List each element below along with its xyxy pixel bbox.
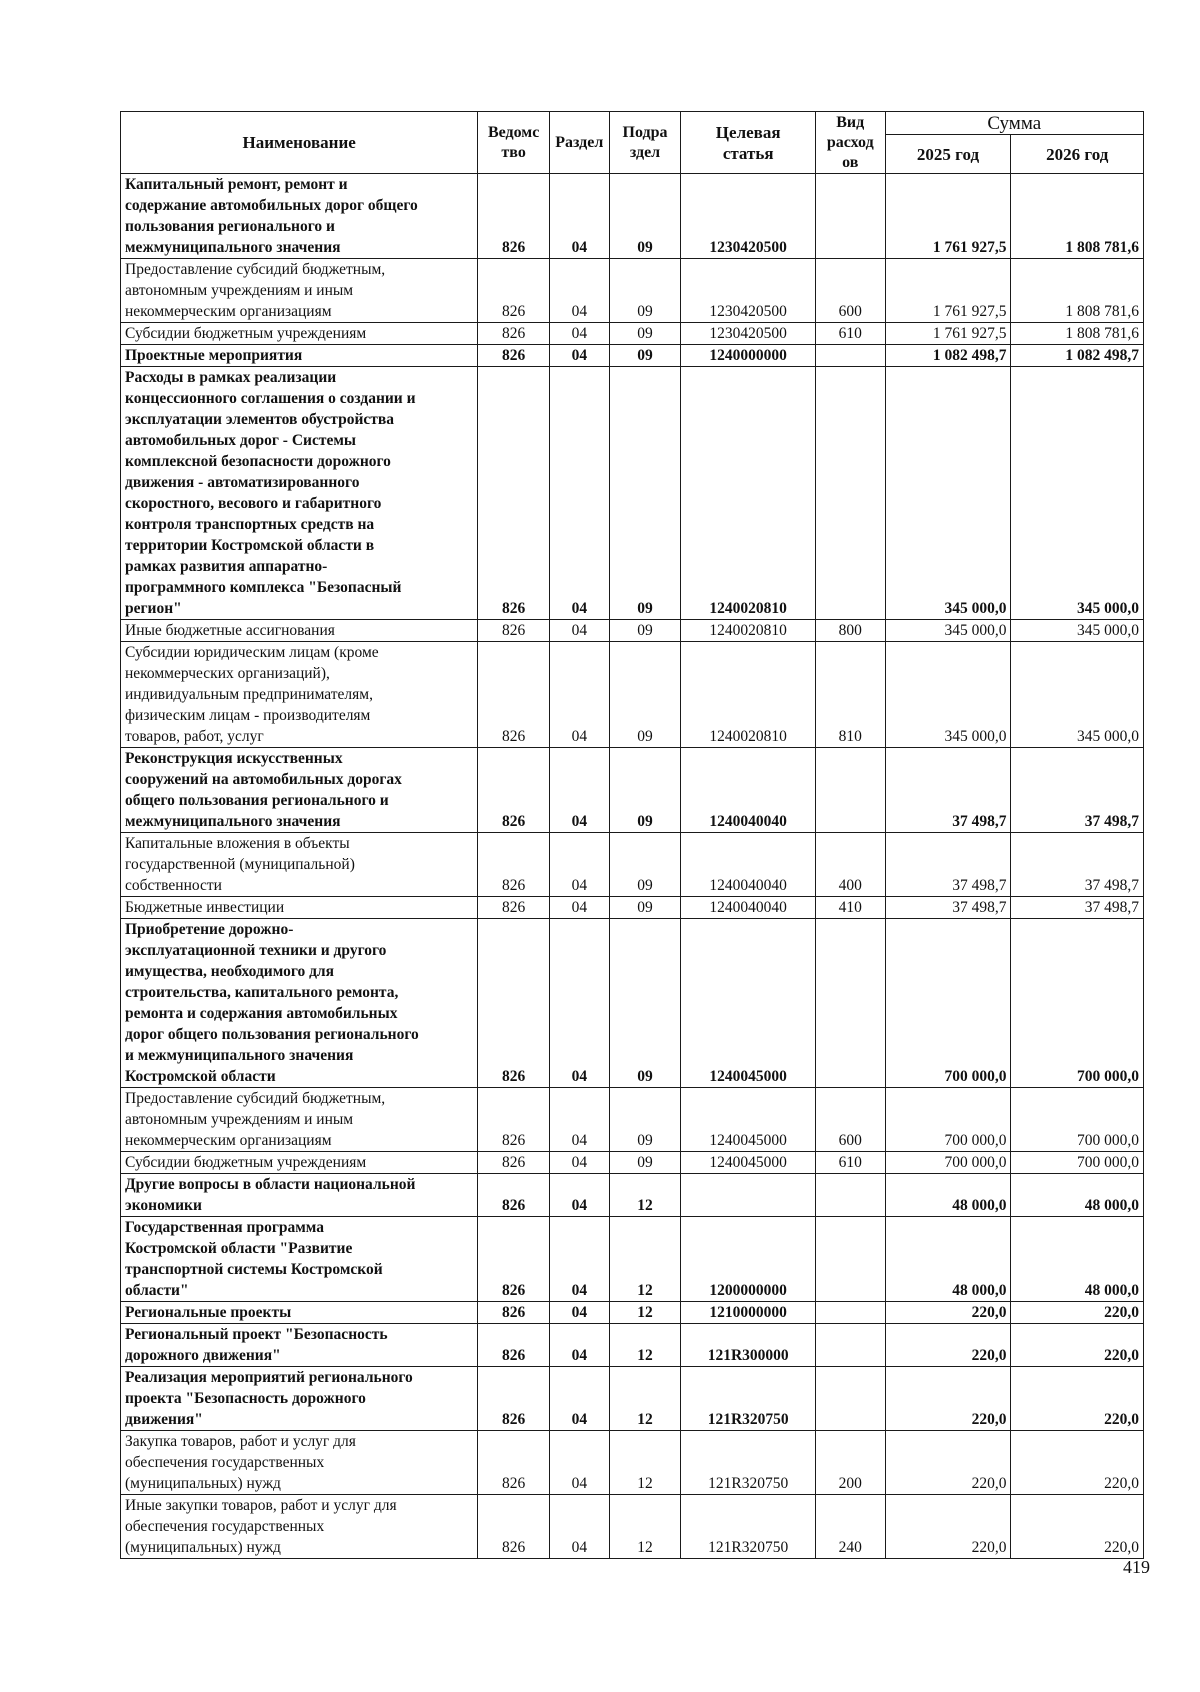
header-vedomstvo: Ведомс тво xyxy=(478,112,550,174)
table-row xyxy=(121,642,1144,748)
cell-tselevaya-statya: 121R320750 xyxy=(681,1431,816,1495)
cell-tselevaya-statya: 1200000000 xyxy=(681,1217,816,1302)
cell-sum-2026: 48 000,0 xyxy=(1011,1174,1144,1217)
cell-podrazdel: 09 xyxy=(609,259,681,323)
cell-vid-raskhodov xyxy=(816,345,886,367)
cell-name: Капитальные вложения в объекты государственной (муниципальной) собственности xyxy=(121,833,478,897)
table-row xyxy=(121,919,1144,1088)
cell-vid-raskhodov xyxy=(816,748,886,833)
table-row xyxy=(121,367,1144,620)
cell-name: Иные бюджетные ассигнования xyxy=(121,620,478,642)
table-row xyxy=(121,1367,1144,1431)
table-row xyxy=(121,1302,1144,1324)
cell-name: Субсидии юридическим лицам (кроме некоммерческих организаций), индивидуальным предпринимателям, физическим лицам - производителям товаров, работ, услуг xyxy=(121,642,478,748)
cell-vedomstvo: 826 xyxy=(478,1152,550,1174)
header-tselevaya-statya: Целевая статья xyxy=(681,112,816,174)
header-year-2025: 2025 год xyxy=(885,135,1011,174)
cell-name: Реализация мероприятий регионального проекта "Безопасность дорожного движения" xyxy=(121,1367,478,1431)
cell-vedomstvo: 826 xyxy=(478,833,550,897)
cell-tselevaya-statya xyxy=(681,1174,816,1217)
cell-sum-2026: 700 000,0 xyxy=(1011,1088,1144,1152)
cell-vedomstvo: 826 xyxy=(478,620,550,642)
cell-tselevaya-statya: 1240045000 xyxy=(681,919,816,1088)
cell-vedomstvo: 826 xyxy=(478,1367,550,1431)
cell-tselevaya-statya: 1240045000 xyxy=(681,1088,816,1152)
cell-tselevaya-statya: 1240020810 xyxy=(681,367,816,620)
table-row xyxy=(121,748,1144,833)
header-vid-raskhodov: Вид расход ов xyxy=(816,112,886,174)
cell-vid-raskhodov: 240 xyxy=(816,1495,886,1559)
cell-razdel: 04 xyxy=(549,1324,609,1367)
cell-sum-2026: 700 000,0 xyxy=(1011,1152,1144,1174)
header-name: Наименование xyxy=(121,112,478,174)
page-number: 419 xyxy=(1123,1557,1150,1577)
cell-tselevaya-statya: 1240040040 xyxy=(681,897,816,919)
cell-tselevaya-statya: 1240040040 xyxy=(681,833,816,897)
cell-name: Региональный проект "Безопасность дорожного движения" xyxy=(121,1324,478,1367)
cell-sum-2026: 220,0 xyxy=(1011,1367,1144,1431)
cell-vedomstvo: 826 xyxy=(478,1302,550,1324)
cell-name: Проектные мероприятия xyxy=(121,345,478,367)
cell-vedomstvo: 826 xyxy=(478,897,550,919)
cell-tselevaya-statya: 1230420500 xyxy=(681,174,816,259)
cell-razdel: 04 xyxy=(549,620,609,642)
cell-vid-raskhodov: 600 xyxy=(816,259,886,323)
cell-sum-2026: 220,0 xyxy=(1011,1324,1144,1367)
cell-vedomstvo: 826 xyxy=(478,1495,550,1559)
cell-razdel: 04 xyxy=(549,345,609,367)
cell-sum-2026: 37 498,7 xyxy=(1011,748,1144,833)
cell-sum-2026: 345 000,0 xyxy=(1011,367,1144,620)
cell-vedomstvo: 826 xyxy=(478,367,550,620)
cell-vedomstvo: 826 xyxy=(478,1431,550,1495)
cell-sum-2025: 1 761 927,5 xyxy=(885,174,1011,259)
header-razdel: Раздел xyxy=(549,112,609,174)
cell-name: Бюджетные инвестиции xyxy=(121,897,478,919)
cell-vedomstvo: 826 xyxy=(478,323,550,345)
cell-razdel: 04 xyxy=(549,748,609,833)
cell-razdel: 04 xyxy=(549,919,609,1088)
cell-sum-2025: 700 000,0 xyxy=(885,1152,1011,1174)
cell-vid-raskhodov: 410 xyxy=(816,897,886,919)
table-row xyxy=(121,1217,1144,1302)
cell-tselevaya-statya: 1230420500 xyxy=(681,323,816,345)
cell-vedomstvo: 826 xyxy=(478,642,550,748)
cell-name: Другие вопросы в области национальной экономики xyxy=(121,1174,478,1217)
cell-podrazdel: 12 xyxy=(609,1217,681,1302)
cell-tselevaya-statya: 121R300000 xyxy=(681,1324,816,1367)
cell-sum-2026: 345 000,0 xyxy=(1011,620,1144,642)
table-row xyxy=(121,174,1144,259)
cell-podrazdel: 09 xyxy=(609,345,681,367)
cell-tselevaya-statya: 1240000000 xyxy=(681,345,816,367)
cell-razdel: 04 xyxy=(549,1367,609,1431)
cell-sum-2025: 220,0 xyxy=(885,1431,1011,1495)
cell-sum-2025: 48 000,0 xyxy=(885,1174,1011,1217)
table-row xyxy=(121,620,1144,642)
header-summa: Сумма xyxy=(885,112,1144,135)
cell-vedomstvo: 826 xyxy=(478,1088,550,1152)
cell-vid-raskhodov: 610 xyxy=(816,323,886,345)
cell-razdel: 04 xyxy=(549,1152,609,1174)
cell-vid-raskhodov xyxy=(816,919,886,1088)
cell-razdel: 04 xyxy=(549,1302,609,1324)
cell-sum-2026: 345 000,0 xyxy=(1011,642,1144,748)
table-row xyxy=(121,1088,1144,1152)
cell-sum-2026: 1 808 781,6 xyxy=(1011,259,1144,323)
cell-vid-raskhodov: 810 xyxy=(816,642,886,748)
cell-name: Реконструкция искусственных сооружений на автомобильных дорогах общего пользования регионального и межмуниципального значения xyxy=(121,748,478,833)
cell-razdel: 04 xyxy=(549,259,609,323)
cell-sum-2026: 220,0 xyxy=(1011,1431,1144,1495)
cell-vid-raskhodov xyxy=(816,1174,886,1217)
cell-vid-raskhodov xyxy=(816,174,886,259)
cell-podrazdel: 12 xyxy=(609,1174,681,1217)
table-row xyxy=(121,1174,1144,1217)
table-body xyxy=(121,174,1144,1559)
cell-razdel: 04 xyxy=(549,1495,609,1559)
cell-name: Капитальный ремонт, ремонт и содержание автомобильных дорог общего пользования регионального и межмуниципального значения xyxy=(121,174,478,259)
cell-sum-2025: 220,0 xyxy=(885,1495,1011,1559)
cell-sum-2026: 1 082 498,7 xyxy=(1011,345,1144,367)
cell-sum-2026: 700 000,0 xyxy=(1011,919,1144,1088)
table-row xyxy=(121,1495,1144,1559)
cell-razdel: 04 xyxy=(549,1217,609,1302)
cell-tselevaya-statya: 1240040040 xyxy=(681,748,816,833)
cell-vid-raskhodov: 600 xyxy=(816,1088,886,1152)
cell-name: Субсидии бюджетным учреждениям xyxy=(121,1152,478,1174)
cell-razdel: 04 xyxy=(549,1174,609,1217)
cell-vid-raskhodov: 400 xyxy=(816,833,886,897)
cell-podrazdel: 09 xyxy=(609,897,681,919)
cell-tselevaya-statya: 1240020810 xyxy=(681,642,816,748)
cell-podrazdel: 12 xyxy=(609,1367,681,1431)
cell-vedomstvo: 826 xyxy=(478,919,550,1088)
cell-podrazdel: 09 xyxy=(609,174,681,259)
cell-podrazdel: 09 xyxy=(609,367,681,620)
cell-podrazdel: 09 xyxy=(609,1152,681,1174)
cell-sum-2025: 37 498,7 xyxy=(885,897,1011,919)
cell-sum-2025: 37 498,7 xyxy=(885,833,1011,897)
cell-sum-2026: 37 498,7 xyxy=(1011,897,1144,919)
cell-name: Приобретение дорожно- эксплуатационной техники и другого имущества, необходимого для строительства, капитального ремонта, ремонта и содержания автомобильных дорог общего пользования регионального и межмуниципального значения Костромской области xyxy=(121,919,478,1088)
cell-vedomstvo: 826 xyxy=(478,345,550,367)
cell-podrazdel: 12 xyxy=(609,1302,681,1324)
cell-razdel: 04 xyxy=(549,897,609,919)
cell-sum-2025: 1 761 927,5 xyxy=(885,259,1011,323)
cell-sum-2025: 700 000,0 xyxy=(885,919,1011,1088)
cell-razdel: 04 xyxy=(549,174,609,259)
cell-sum-2025: 220,0 xyxy=(885,1367,1011,1431)
cell-name: Государственная программа Костромской области "Развитие транспортной системы Костромской области" xyxy=(121,1217,478,1302)
cell-vid-raskhodov xyxy=(816,1367,886,1431)
cell-tselevaya-statya: 1240045000 xyxy=(681,1152,816,1174)
cell-tselevaya-statya: 1210000000 xyxy=(681,1302,816,1324)
cell-podrazdel: 12 xyxy=(609,1324,681,1367)
cell-name: Иные закупки товаров, работ и услуг для обеспечения государственных (муниципальных) нужд xyxy=(121,1495,478,1559)
cell-vid-raskhodov xyxy=(816,1217,886,1302)
cell-podrazdel: 09 xyxy=(609,748,681,833)
cell-sum-2026: 1 808 781,6 xyxy=(1011,174,1144,259)
cell-vedomstvo: 826 xyxy=(478,1324,550,1367)
cell-vedomstvo: 826 xyxy=(478,1217,550,1302)
table-row xyxy=(121,1324,1144,1367)
cell-vedomstvo: 826 xyxy=(478,174,550,259)
cell-razdel: 04 xyxy=(549,642,609,748)
cell-razdel: 04 xyxy=(549,367,609,620)
cell-vedomstvo: 826 xyxy=(478,748,550,833)
table-row xyxy=(121,259,1144,323)
cell-vid-raskhodov: 610 xyxy=(816,1152,886,1174)
budget-table xyxy=(120,111,1144,1559)
cell-podrazdel: 12 xyxy=(609,1495,681,1559)
cell-tselevaya-statya: 121R320750 xyxy=(681,1495,816,1559)
cell-podrazdel: 09 xyxy=(609,642,681,748)
header-year-2026: 2026 год xyxy=(1011,135,1144,174)
table-row xyxy=(121,897,1144,919)
cell-podrazdel: 09 xyxy=(609,919,681,1088)
cell-sum-2026: 1 808 781,6 xyxy=(1011,323,1144,345)
cell-sum-2025: 48 000,0 xyxy=(885,1217,1011,1302)
cell-vid-raskhodov xyxy=(816,1302,886,1324)
table-row xyxy=(121,323,1144,345)
cell-name: Расходы в рамках реализации концессионного соглашения о создании и эксплуатации элементов обустройства автомобильных дорог - Системы комплексной безопасности дорожного движения - автоматизированного скоростного, весового и габаритного контроля транспортных средств на территории Костромской области в рамках развития аппаратно- программного комплекса "Безопасный регион" xyxy=(121,367,478,620)
cell-sum-2025: 345 000,0 xyxy=(885,620,1011,642)
cell-razdel: 04 xyxy=(549,833,609,897)
cell-sum-2025: 345 000,0 xyxy=(885,367,1011,620)
cell-razdel: 04 xyxy=(549,323,609,345)
table-row xyxy=(121,1431,1144,1495)
cell-razdel: 04 xyxy=(549,1431,609,1495)
cell-name: Закупка товаров, работ и услуг для обеспечения государственных (муниципальных) нужд xyxy=(121,1431,478,1495)
cell-name: Региональные проекты xyxy=(121,1302,478,1324)
cell-sum-2025: 220,0 xyxy=(885,1302,1011,1324)
cell-name: Субсидии бюджетным учреждениям xyxy=(121,323,478,345)
cell-vedomstvo: 826 xyxy=(478,259,550,323)
cell-podrazdel: 09 xyxy=(609,323,681,345)
cell-sum-2025: 1 082 498,7 xyxy=(885,345,1011,367)
cell-name: Предоставление субсидий бюджетным, автономным учреждениям и иным некоммерческим организациям xyxy=(121,1088,478,1152)
cell-tselevaya-statya: 1240020810 xyxy=(681,620,816,642)
table-row xyxy=(121,833,1144,897)
cell-sum-2026: 48 000,0 xyxy=(1011,1217,1144,1302)
cell-podrazdel: 09 xyxy=(609,1088,681,1152)
header-podrazdel: Подра здел xyxy=(609,112,681,174)
cell-sum-2025: 700 000,0 xyxy=(885,1088,1011,1152)
cell-vid-raskhodov: 800 xyxy=(816,620,886,642)
cell-sum-2026: 220,0 xyxy=(1011,1495,1144,1559)
cell-vedomstvo: 826 xyxy=(478,1174,550,1217)
cell-sum-2026: 220,0 xyxy=(1011,1302,1144,1324)
table-row xyxy=(121,1152,1144,1174)
cell-podrazdel: 12 xyxy=(609,1431,681,1495)
cell-sum-2025: 220,0 xyxy=(885,1324,1011,1367)
cell-podrazdel: 09 xyxy=(609,620,681,642)
table-row xyxy=(121,345,1144,367)
cell-tselevaya-statya: 1230420500 xyxy=(681,259,816,323)
cell-tselevaya-statya: 121R320750 xyxy=(681,1367,816,1431)
cell-vid-raskhodov xyxy=(816,367,886,620)
cell-sum-2025: 37 498,7 xyxy=(885,748,1011,833)
cell-vid-raskhodov: 200 xyxy=(816,1431,886,1495)
cell-sum-2025: 1 761 927,5 xyxy=(885,323,1011,345)
cell-vid-raskhodov xyxy=(816,1324,886,1367)
cell-name: Предоставление субсидий бюджетным, автономным учреждениям и иным некоммерческим организациям xyxy=(121,259,478,323)
cell-podrazdel: 09 xyxy=(609,833,681,897)
cell-sum-2026: 37 498,7 xyxy=(1011,833,1144,897)
cell-razdel: 04 xyxy=(549,1088,609,1152)
cell-sum-2025: 345 000,0 xyxy=(885,642,1011,748)
